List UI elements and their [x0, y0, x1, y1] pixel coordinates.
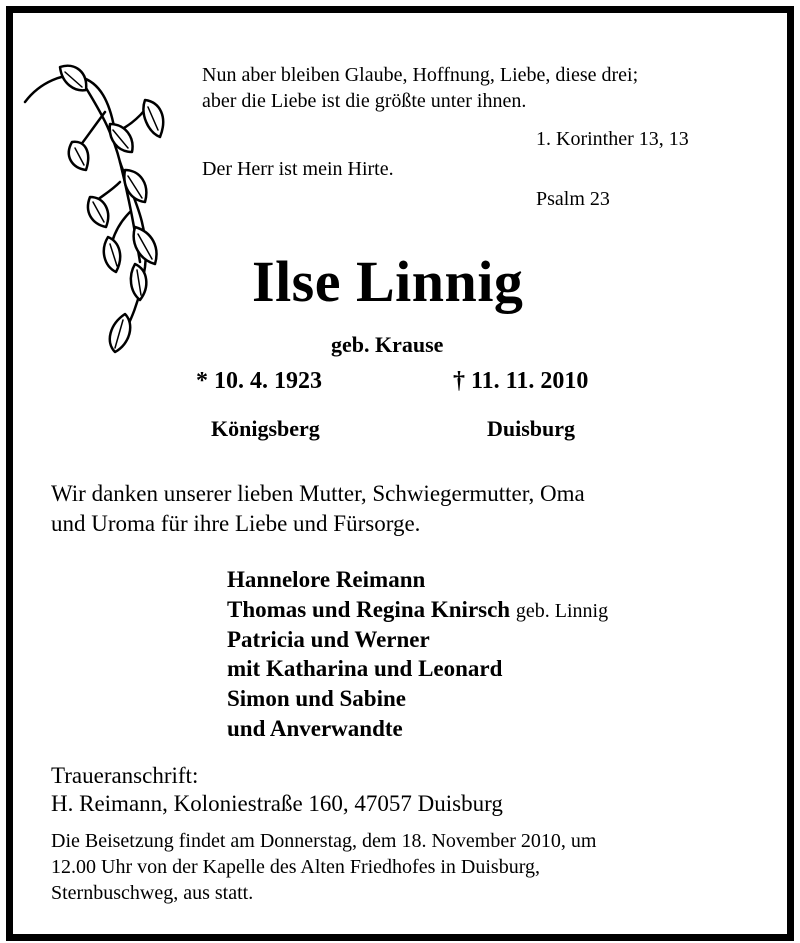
birch-branch-icon	[20, 52, 180, 382]
address-label: Traueranschrift:	[51, 763, 199, 788]
verse-corinthians-line2: aber die Liebe ist die größte unter ihnen.	[202, 90, 527, 112]
deceased-name: Ilse Linnig	[252, 249, 524, 314]
death-date: † 11. 11. 2010	[453, 368, 589, 394]
birth-date: * 10. 4. 1923	[196, 368, 322, 394]
address-value: H. Reimann, Koloniestraße 160, 47057 Duisburg	[51, 791, 503, 816]
family-line2-note: geb. Linnig	[515, 600, 609, 622]
verse-corinthians-reference: 1. Korinther 13, 13	[536, 128, 689, 150]
funeral-line3: Sternbuschweg, aus statt.	[51, 882, 254, 904]
family-line2-names: Thomas und Regina Knirsch	[227, 597, 511, 622]
thanks-line2: und Uroma für ihre Liebe und Fürsorge.	[51, 511, 421, 536]
verse-psalm-text: Der Herr ist mein Hirte.	[202, 158, 394, 180]
maiden-name: geb. Krause	[331, 332, 444, 357]
family-line2	[227, 595, 608, 626]
family-line4: mit Katharina und Leonard	[227, 656, 503, 681]
funeral-line2: 12.00 Uhr von der Kapelle des Alten Friedhofes in Duisburg,	[51, 856, 540, 878]
verse-psalm-reference: Psalm 23	[536, 188, 610, 210]
birth-place: Königsberg	[211, 416, 320, 441]
death-place: Duisburg	[487, 416, 576, 441]
family-line1: Hannelore Reimann	[227, 567, 426, 592]
family-line3: Patricia und Werner	[227, 627, 430, 652]
family-line6: und Anverwandte	[227, 716, 403, 741]
family-line5: Simon und Sabine	[227, 686, 406, 711]
funeral-line1: Die Beisetzung findet am Donnerstag, dem 18. November 2010, um	[51, 830, 597, 852]
verse-corinthians-line1: Nun aber bleiben Glaube, Hoffnung, Liebe, diese drei;	[202, 64, 639, 86]
thanks-line1: Wir danken unserer lieben Mutter, Schwiegermutter, Oma	[51, 481, 585, 506]
